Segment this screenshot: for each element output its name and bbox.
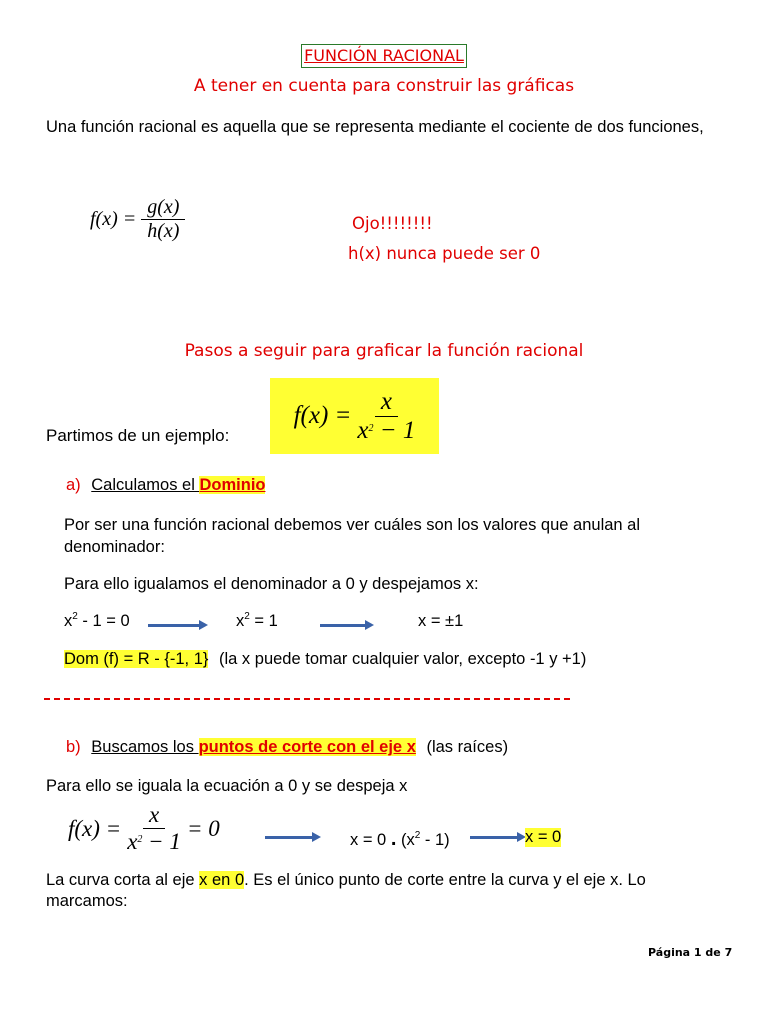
step-b-heading <box>66 738 508 757</box>
warning-line1: Ojo!!!!!!!! <box>352 214 433 233</box>
step-b-eq-mid <box>350 828 450 851</box>
step-a-eq2 <box>236 612 278 631</box>
step-b-formula-rhs: = 0 <box>186 815 220 841</box>
example-formula-lhs: f(x) = <box>293 402 352 429</box>
eq-mid-c: - 1) <box>420 831 450 849</box>
document-subtitle: A tener en cuenta para construir las gráficas <box>193 76 575 96</box>
eq-mid-a: x = 0 <box>350 831 387 849</box>
step-b-den-base: x <box>127 829 138 854</box>
step-a-text: Calculamos el <box>91 476 200 494</box>
formula-denominator: h(x) <box>147 220 180 242</box>
page-number: Página 1 de 7 <box>648 946 733 959</box>
step-b-denominator <box>127 829 181 855</box>
intro-paragraph: Una función racional es aquella que se representa mediante el cociente de dos funciones, <box>46 118 704 136</box>
arrow-right-icon <box>148 624 200 627</box>
example-den-base: x <box>357 416 369 444</box>
para2-a: La curva corta al eje <box>46 871 200 889</box>
example-den-exp: 2 <box>368 422 374 434</box>
step-b-den-exp: 2 <box>137 834 143 845</box>
example-den-rest: − 1 <box>373 416 416 444</box>
domain-result: Dom (f) = R - {-1, 1} <box>64 650 209 668</box>
eq1-rest: - 1 = 0 <box>77 612 130 630</box>
step-b-den-rest: − 1 <box>142 829 181 854</box>
example-fraction <box>357 388 415 445</box>
arrow-right-icon <box>470 836 518 839</box>
eq-mid-dot: . <box>390 828 397 850</box>
domain-line <box>64 650 586 669</box>
eq2-base: x <box>236 612 245 630</box>
document-title-wrap <box>0 44 768 68</box>
para2-c: marcamos: <box>46 892 128 910</box>
step-b-paragraph1: Para ello se iguala la ecuación a 0 y se despeja x <box>46 777 408 795</box>
step-b-formula <box>68 802 220 855</box>
step-b-fraction <box>127 802 181 855</box>
step-a-paragraph2: Para ello igualamos el denominador a 0 y despejamos x: <box>64 575 479 593</box>
example-denominator <box>357 417 415 445</box>
warning-line2: h(x) nunca puede ser 0 <box>348 244 541 263</box>
formula-numerator: g(x) <box>141 196 185 220</box>
example-label: Partimos de un ejemplo: <box>46 426 230 445</box>
example-numerator: x <box>375 388 398 417</box>
step-a-keyword: Dominio <box>199 476 266 494</box>
step-a-heading <box>66 476 265 495</box>
step-b-paragraph2 <box>46 870 736 912</box>
document-title: FUNCIÓN RACIONAL <box>301 44 467 68</box>
eq1-exp: 2 <box>72 611 78 622</box>
step-a-eq3: x = ±1 <box>418 612 464 630</box>
arrow-right-icon <box>265 836 313 839</box>
example-formula <box>270 378 439 454</box>
eq2-rest: = 1 <box>249 612 278 630</box>
step-a-marker: a) <box>66 476 81 494</box>
eq-mid-exp: 2 <box>414 830 421 841</box>
step-b-marker: b) <box>66 738 81 756</box>
formula-fraction <box>141 196 185 243</box>
steps-title: Pasos a seguir para graficar la función racional <box>184 341 584 361</box>
eq-mid-b: (x <box>400 831 415 849</box>
step-b-suffix: (las raíces) <box>426 738 509 756</box>
step-b-numerator: x <box>143 802 165 829</box>
step-b-formula-lhs: f(x) = <box>68 815 122 841</box>
arrow-right-icon <box>320 624 366 627</box>
step-a-eq1 <box>64 612 130 631</box>
para2-highlight: x en 0 <box>199 871 245 889</box>
formula-definition <box>90 196 185 243</box>
dashed-divider <box>44 698 570 702</box>
step-b-text: Buscamos los <box>91 738 199 756</box>
step-b-eq-result: x = 0 <box>525 828 562 846</box>
eq1-base: x <box>64 612 73 630</box>
step-b-keyword: puntos de corte con el eje x <box>198 738 416 756</box>
para2-b: . Es el único punto de corte entre la curva y el eje x. Lo <box>244 871 646 889</box>
formula-lhs: f(x) = <box>90 208 137 230</box>
eq2-exp: 2 <box>244 611 250 622</box>
domain-note: (la x puede tomar cualquier valor, excepto -1 y +1) <box>219 650 587 668</box>
step-a-paragraph1: Por ser una función racional debemos ver cuáles son los valores que anulan al denominador: <box>64 516 641 556</box>
